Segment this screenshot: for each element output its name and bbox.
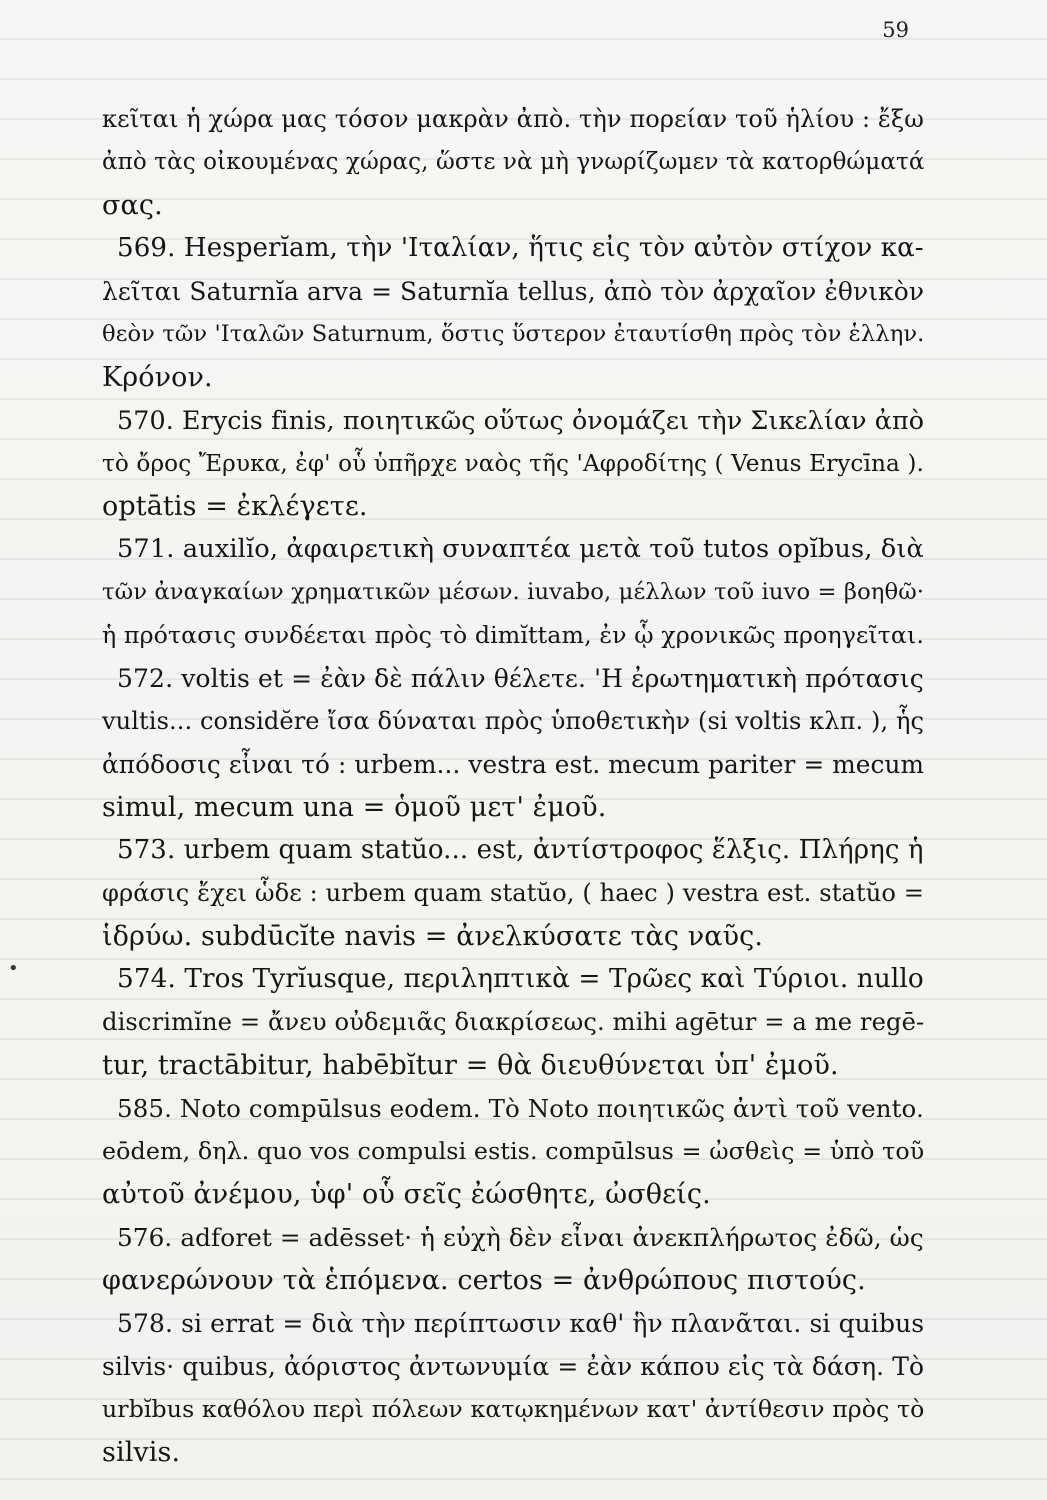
text-line: 585. Noto compūlsus eodem. Τὸ Noto ποιητικῶς ἀντὶ τοῦ vento.: [117, 1094, 924, 1123]
text-line: discrimĭne = ἄνευ οὐδεμιᾶς διακρίσεως. mihi agētur = a me regē-: [102, 1008, 925, 1036]
text-line: ἀπόδοσις εἶναι τό : urbem... vestra est. mecum pariter = mecum: [102, 750, 925, 779]
text-line: ἡ πρότασις συνδέεται πρὸς τὸ dimĭttam, ἐν ᾧ χρονικῶς προηγεῖται.: [102, 621, 925, 649]
commentary-text: [102, 98, 928, 1474]
text-line: τῶν ἀναγκαίων χρηματικῶν μέσων. iuvabo, μέλλων τοῦ iuvo = βοηθῶ·: [102, 579, 925, 605]
text-line: ἀπὸ τὰς οἰκουμένας χώρας, ὥστε νὰ μὴ γνωρίζωμεν τὰ κατορθώματά: [102, 149, 925, 175]
text-line: αὐτοῦ ἀνέμου, ὑφ' οὗ σεῖς ἐώσθητε, ὠσθείς.: [102, 1179, 711, 1210]
text-line: vultis... considĕre ἴσα δύναται πρὸς ὑποθετικὴν (si voltis κλπ. ), ἧς: [102, 707, 925, 735]
text-line: ἱδρύω. subdūcĭte navis = ἀνελκύσατε τὰς ναῦς.: [102, 921, 764, 952]
text-line: φράσις ἔχει ὧδε : urbem quam statŭo, ( haec ) vestra est. statŭo =: [102, 879, 925, 907]
margin-mark: •: [8, 958, 19, 979]
text-line: σας.: [102, 190, 163, 221]
text-line: simul, mecum una = ὁμοῦ μετ' ἐμοῦ.: [102, 792, 607, 823]
text-line: 570. Erycis finis, ποιητικῶς οὕτως ὀνομάζει τὴν Σικελίαν ἀπὸ: [117, 405, 925, 435]
text-line: τὸ ὄρος Ἔρυκα, ἐφ' οὗ ὑπῆρχε ναὸς τῆς 'Αφροδίτης ( Venus Erycīna ).: [102, 450, 924, 477]
text-line: Κρόνον.: [102, 362, 213, 393]
text-line: silvis· quibus, ἀόριστος ἀντωνυμία = ἐὰν κάπου εἰς τὰ δάση. Τὸ: [102, 1352, 925, 1381]
text-line: 572. voltis et = ἐὰν δὲ πάλιν θέλετε. 'Η ἐρωτηματικὴ πρότασις: [117, 664, 924, 693]
text-line: silvis.: [102, 1437, 181, 1468]
text-line: eōdem, δηλ. quo vos compulsi estis. compūlsus = ὠσθεὶς = ὑπὸ τοῦ: [102, 1137, 925, 1165]
text-line: θεὸν τῶν 'Ιταλῶν Saturnum, ὅστις ὕστερον ἐταυτίσθη πρὸς τὸν ἑλλην.: [102, 321, 925, 347]
text-line: φανερώνουν τὰ ἑπόμενα. certos = ἀνθρώπους πιστούς.: [102, 1265, 866, 1296]
page-number: 59: [882, 18, 909, 42]
text-line: tur, tractābitur, habēbĭtur = θὰ διευθύνεται ὑπ' ἐμοῦ.: [102, 1050, 839, 1081]
text-line: 571. auxilĭo, ἀφαιρετικὴ συναπτέα μετὰ τοῦ tutos opĭbus, διὰ: [117, 534, 924, 564]
text-line: 574. Tros Tyrĭusque, περιληπτικὰ = Τρῶες καὶ Τύριοι. nullo: [117, 964, 924, 994]
text-line: 578. si errat = διὰ τὴν περίπτωσιν καθ' ἣν πλανᾶται. si quibus: [117, 1309, 925, 1338]
text-line: λεῖται Saturnĭa arva = Saturnĭa tellus, ἀπὸ τὸν ἀρχαῖον ἐθνικὸν: [102, 277, 925, 306]
text-line: 569. Hesperĭam, τὴν 'Ιταλίαν, ἥτις εἰς τὸν αὐτὸν στίχον κα-: [117, 233, 924, 263]
text-line: urbĭbus καθόλου περὶ πόλεων κατῳκημένων κατ' ἀντίθεσιν πρὸς τὸ: [102, 1395, 925, 1423]
text-line: 573. urbem quam statŭo... est, ἀντίστροφος ἕλξις. Πλήρης ἡ: [117, 835, 924, 865]
text-line: optātis = ἐκλέγετε.: [102, 491, 368, 522]
text-line: 576. adforet = adēsset· ἡ εὐχὴ δὲν εἶναι ἀνεκπλήρωτος ἐδῶ, ὡς: [117, 1223, 924, 1252]
text-line: κεῖται ἡ χώρα μας τόσον μακρὰν ἀπὸ. τὴν πορείαν τοῦ ἡλίου : ἔξω: [102, 105, 925, 133]
